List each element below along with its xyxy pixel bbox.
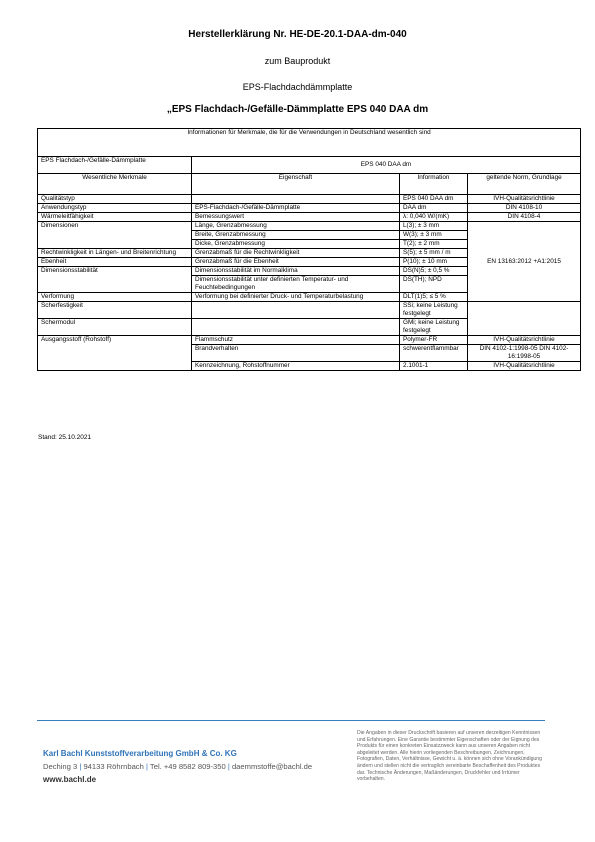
address-street: Deching 3 (43, 762, 78, 771)
cell-information: DS(N)5; ± 0,5 % (400, 267, 468, 276)
cell-information: Polymer-FR (400, 336, 468, 345)
cell-merkmal: Verformung (38, 293, 192, 302)
cell-information: λ: 0,040 W/(mK) (400, 213, 468, 222)
cell-norm: IVH-Qualitätsrichtlinie (468, 362, 581, 371)
cell-eigenschaft: Grenzabmaß für die Rechtwinkligkeit (192, 249, 400, 258)
cell-information: DAA dm (400, 204, 468, 213)
cell-eigenschaft (192, 302, 400, 319)
cell-information: P(10); ± 10 mm (400, 258, 468, 267)
cell-eigenschaft: Bemessungswert (192, 213, 400, 222)
table-row (38, 195, 581, 204)
cell-norm: IVH-Qualitätsrichtlinie (468, 336, 581, 345)
cell-information: SSi; keine Leistung festgelegt (400, 302, 468, 319)
spec-table (37, 128, 581, 371)
cell-norm: DIN 4108-10 (468, 204, 581, 213)
cell-eigenschaft: Dicke, Grenzabmessung (192, 240, 400, 249)
table-row (38, 204, 581, 213)
cell-information: W(3); ± 3 mm (400, 231, 468, 240)
footer-divider (37, 720, 545, 721)
cell-eigenschaft: EPS-Flachdach-/Gefälle-Dämmplatte (192, 204, 400, 213)
cell-eigenschaft: Kennzeichnung, Rohstoffnummer (192, 362, 400, 371)
cell-norm: DIN 4102-1:1998-05 DIN 4102-16:1998-05 (468, 345, 581, 362)
cell-merkmal: Ausgangsstoff (Rohstoff) (38, 336, 192, 371)
address-phone: Tel. +49 8582 809-350 (149, 762, 226, 771)
column-header: Eigenschaft (192, 174, 400, 195)
cell-information: T(2); ± 2 mm (400, 240, 468, 249)
product-name: „EPS Flachdach-/Gefälle-Dämmplatte EPS 040 DAA dm (166, 104, 429, 115)
address-email[interactable]: daemmstoffe@bachl.de (231, 762, 313, 771)
product-type-label: EPS Flachdach-/Gefälle-Dämmplatte (38, 157, 192, 174)
cell-information: DS(TH); NPD (400, 276, 468, 293)
cell-eigenschaft (192, 319, 400, 336)
table-row (38, 336, 581, 345)
column-header: Wesentliche Merkmale (38, 174, 192, 195)
cell-eigenschaft: Flammschutz (192, 336, 400, 345)
cell-merkmal: Schermodul (38, 319, 192, 336)
cell-merkmal: Wärmeleitfähigkeit (38, 213, 192, 222)
cell-norm: IVH-Qualitätsrichtlinie (468, 195, 581, 204)
address-city: 94133 Röhrnbach (83, 762, 144, 771)
cell-information: L(3); ± 3 mm (400, 222, 468, 231)
document-title: Herstellerklärung Nr. HE-DE-20.1-DAA-dm-040 (188, 29, 407, 40)
cell-information: S(5); ± 5 mm / m (400, 249, 468, 258)
cell-eigenschaft: Brandverhalten (192, 345, 400, 362)
company-name: Karl Bachl Kunststoffverarbeitung GmbH & Co. KG (43, 749, 237, 758)
table-row (38, 222, 581, 231)
product-type-value: EPS 040 DAA dm (192, 157, 581, 174)
cell-norm-empty (468, 302, 581, 336)
company-address (43, 762, 312, 771)
cell-eigenschaft: Breite, Grenzabmessung (192, 231, 400, 240)
cell-information: GMi; keine Leistung festgelegt (400, 319, 468, 336)
cell-eigenschaft (192, 195, 400, 204)
cell-merkmal: Dimensionen (38, 222, 192, 249)
cell-information: 2.1001-1 (400, 362, 468, 371)
column-header: Information (400, 174, 468, 195)
cell-eigenschaft: Dimensionsstabilität im Normalklima (192, 267, 400, 276)
column-header: geltende Norm, Grundlage (468, 174, 581, 195)
norm-group-cell: EN 13163:2012 +A1:2015 (468, 222, 581, 302)
cell-information: schwerentflammbar (400, 345, 468, 362)
cell-eigenschaft: Dimensionsstabilität unter definierten Temperatur- und Feuchtebedingungen (192, 276, 400, 293)
table-row (38, 302, 581, 319)
separator: | (79, 762, 82, 771)
cell-information: EPS 040 DAA dm (400, 195, 468, 204)
website-link[interactable]: www.bachl.de (43, 775, 97, 784)
cell-eigenschaft: Verformung bei definierter Druck- und Temperaturbelastung (192, 293, 400, 302)
cell-merkmal: Ebenheit (38, 258, 192, 267)
cell-merkmal: Qualitätstyp (38, 195, 192, 204)
separator: | (227, 762, 230, 771)
cell-merkmal: Anwendungstyp (38, 204, 192, 213)
table-caption: Informationen für Merkmale, die für die Verwendungen in Deutschland wesentlich sind (38, 129, 581, 157)
cell-merkmal: Dimensionsstabilität (38, 267, 192, 293)
stand-date: Stand: 25.10.2021 (38, 434, 92, 441)
table-row (38, 213, 581, 222)
separator: | (145, 762, 148, 771)
cell-merkmal: Scherfestigkeit (38, 302, 192, 319)
cell-eigenschaft: Länge, Grenzabmessung (192, 222, 400, 231)
cell-merkmal: Rechtwinkligkeit in Längen- und Breitenrichtung (38, 249, 192, 258)
cell-information: DLT(1)5; ≤ 5 % (400, 293, 468, 302)
cell-norm: DIN 4108-4 (468, 213, 581, 222)
disclaimer-text: Die Angaben in dieser Druckschrift basieren auf unseren derzeitigen Kenntnissen und Erfahrungen. Eine Garantie bestimmter Eigenschaften oder der Eignung des Produkts für einen konkreten Einsatzzweck kann aus unseren Angaben nicht abgeleitet werden. Alle hierin vorliegenden Beschreibungen, Zeichnungen, Fotografien, Daten, Verhältnisse, Gewicht u. ä. können sich ohne Vorankündigung ändern und stellen nicht die vertraglich vereinbarte Beschaffenheit des Produktes dar. Technische Änderungen, Maßänderungen, Druckfehler und Irrtümer vorbehalten. (357, 730, 542, 783)
product-type: EPS-Flachdachdämmplatte (242, 82, 353, 92)
document-subtitle: zum Bauprodukt (264, 56, 331, 66)
cell-eigenschaft: Grenzabmaß für die Ebenheit (192, 258, 400, 267)
